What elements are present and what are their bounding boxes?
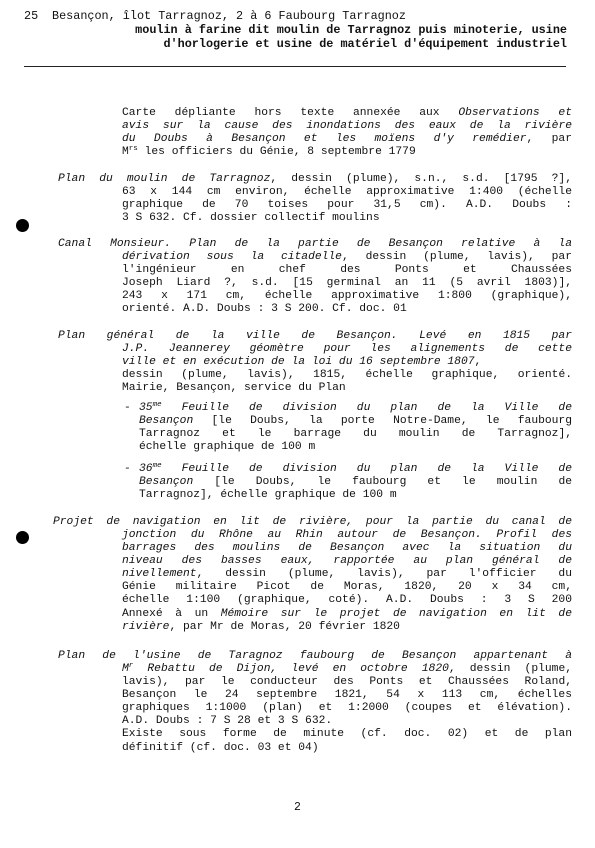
entry-line: Tarragnoz et le barrage du moulin de Tarragnoz], [139,428,572,441]
entry-line: ville et en exécution de la loi du 16 septembre 1807, [122,356,482,369]
entry-line: barrages des moulins de Besançon avec la situation du [122,542,572,555]
list-dash: - [124,463,131,475]
record-location: Besançon, îlot Tarragnoz, 2 à 6 Faubourg Tarragnoz [52,9,406,23]
entry-line: Annexé à un Mémoire sur le projet de navigation en lit de [122,607,572,620]
header-rule [24,66,566,67]
list-item-feuille-36 [139,463,572,502]
entry-line: Carte dépliante hors texte annexée aux Observations et [122,107,572,119]
record-subtitle-line-2: d'horlogerie et usine de matériel d'équipement industriel [163,37,567,51]
entry-line: Tarragnoz], échelle graphique de 100 m [139,489,397,502]
entry-line: $M^r$ Rebattu de Dijon, levé en octobre 1820, dessin (plume, [122,662,573,675]
entry-line: graphique de 70 toises pour 31,5 cm). A.D. Doubs : [122,199,572,212]
entry-line: avis sur la cause des inondations des eaux de la rivière [122,120,572,133]
entry-line: graphiques 1:1000 (plan) et 1:2000 (coupes et élévation). [122,702,572,715]
entry-line: Mairie, Besançon, service du Plan [122,382,346,395]
entry-line: $35^{me}$ Feuille de division du plan de la Ville de [139,401,572,414]
entry-line: $36^{me}$ Feuille de division du plan de la Ville de [139,462,572,475]
entry-line: l'ingénieur en chef des Ponts et Chaussées [122,264,572,277]
margin-bullet-dot [16,531,29,544]
record-number: 25 [24,9,39,23]
list-dash: - [124,402,131,414]
entry-line: échelle 1:100 (graphique, coté). A.D. Doubs : 3 S 200 [122,594,572,607]
entry-line: Besançon [le Doubs, le faubourg et le moulin de [139,476,572,489]
margin-bullet-dot [16,219,29,232]
entry-line: jonction du Rhône au Rhin autour de Besançon. Profil des [122,529,572,541]
entry-line: 3 S 632. Cf. dossier collectif moulins [122,212,380,225]
entry-line: nivellement, dessin (plume, lavis), par l'officier du [122,568,572,581]
entry-line: $M^{rs}$ les officiers du Génie, 8 septembre 1779 [122,145,416,159]
entry-line: définitif (cf. doc. 03 et 04) [122,741,319,754]
entry-carte [122,107,572,159]
entry-line: dessin (plume, lavis), 1815, échelle graphique, orienté. [122,369,572,382]
entry-line: Plan général de la ville de Besançon. Levé en 1815 par [58,330,572,342]
entry-line: Existe sous forme de minute (cf. doc. 02) et de plan [122,728,572,741]
entry-line: Plan de l'usine de Taragnoz faubourg de Besançon appartenant à [58,650,572,662]
record-subtitle-line-1: moulin à farine dit moulin de Tarragnoz puis minoterie, usine [135,23,567,37]
header-line [24,10,574,23]
entry-line: lavis), par le conducteur des Ponts et Chaussées Roland, [122,676,572,689]
entry-line: Besançon [le Doubs, la porte Notre-Dame, le faubourg [139,415,572,428]
entry-line: Génie militaire Picot de Moras, 1820, 20 x 34 cm, [122,581,572,594]
entry-line: A.D. Doubs : 7 S 28 et 3 S 632. [122,715,333,728]
entry-line: Canal Monsieur. Plan de la partie de Besançon relative à la [58,238,572,250]
entry-line: 243 x 171 cm, échelle approximative 1:800 (graphique), [122,290,572,303]
entry-line: orienté. A.D. Doubs : 3 S 200. Cf. doc. 01 [122,303,407,316]
entry-line: du Doubs à Besançon et les moïens d'y remédier, par [122,133,572,146]
entry-line: Besançon le 24 septembre 1821, 54 x 113 cm, échelles [122,689,572,702]
entry-line: échelle graphique de 100 m [139,441,316,454]
entry-line: Plan du moulin de Tarragnoz, dessin (plume), s.n., s.d. [1795 ?], [58,173,572,185]
page-number: 2 [294,801,301,814]
entry-line: Projet de navigation en lit de rivière, pour la partie du canal de [53,516,572,528]
list-item-feuille-35 [139,402,572,454]
entry-line: rivière, par Mr de Moras, 20 février 1820 [122,620,400,633]
entry-line: J.P. Jeannerey géomètre pour les alignements de cette [122,343,572,355]
entry-line: niveau des basses eaux, rapportée au plan général de [122,555,572,568]
entry-line: Joseph Liard ?, s.d. [15 germinal an 11 (5 avril 1803)], [122,277,572,290]
entry-line: dérivation sous la citadelle, dessin (plume, lavis), par [122,251,572,263]
entry-line: 63 x 144 cm environ, échelle approximative 1:400 (échelle [122,186,572,198]
